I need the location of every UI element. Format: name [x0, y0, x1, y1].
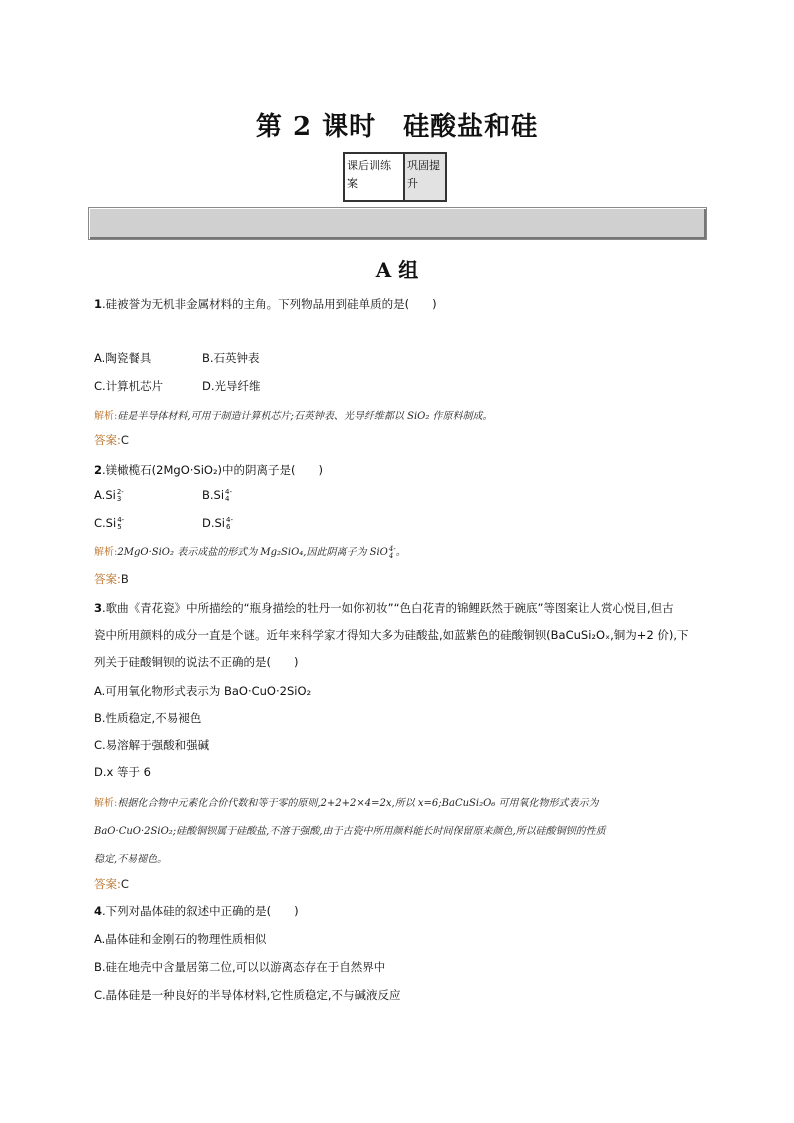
section-tag [343, 152, 447, 202]
question-1-analysis: 解析:硅是半导体材料,可用于制造计算机芯片;石英钟表、光导纤维都以 SiO₂ 作原料制成。 [94, 411, 493, 422]
option-a: A.Si 2- 3 [94, 487, 124, 503]
option-c: C.计算机芯片 [94, 379, 164, 393]
question-3-analysis-line2: BaO·CuO·2SiO₂;硅酸铜钡属于硅酸盐,不溶于强酸,由于古瓷中所用颜料能长时间保留原来颜色,所以硅酸铜钡的性质 [94, 826, 606, 837]
question-2-options-row1 [94, 487, 714, 503]
question-2-analysis: 解析:2MgO·SiO₂ 表示成盐的形式为 Mg₂SiO₄,因此阴离子为 SiO 4- 4 。 [94, 544, 406, 560]
group-heading: A 组 [375, 258, 419, 282]
question-1-options-row1 [94, 350, 714, 366]
option-d: D.Si 4- 6 [202, 515, 233, 531]
option-d: D.光导纤维 [202, 379, 261, 393]
question-3-option-d: D.x 等于 6 [94, 765, 151, 779]
question-3-answer: 答案:C [94, 877, 129, 891]
question-3-stem-line3: 列关于硅酸铜钡的说法不正确的是( ) [94, 655, 299, 669]
question-2-answer: 答案:B [94, 572, 129, 586]
question-3-option-c: C.易溶解于强酸和强碱 [94, 738, 210, 752]
question-3-stem-line2: 瓷中所用颜料的成分一直是个谜。近年来科学家才得知大多为硅酸盐,如蓝紫色的硅酸铜钡(BaCuSi₂Oₓ,铜为+2 价),下 [94, 628, 689, 642]
question-1-answer: 答案:C [94, 433, 129, 447]
question-2-options-row2 [94, 515, 714, 531]
option-b: B.Si 4- 4 [202, 487, 233, 503]
question-3-option-b: B.性质稳定,不易褪色 [94, 711, 202, 725]
page-title: 第 2 课时 硅酸盐和硅 [255, 112, 539, 142]
option-a: A.陶瓷餐具 [94, 351, 152, 365]
question-2-stem: 2.镁橄榄石(2MgO·SiO₂)中的阴离子是( ) [94, 463, 324, 477]
section-bar [88, 207, 707, 240]
tag-left: 课后训练案 [345, 154, 405, 200]
question-4-option-b: B.硅在地壳中含量居第二位,可以以游离态存在于自然界中 [94, 960, 386, 974]
question-3-option-a: A.可用氧化物形式表示为 BaO·CuO·2SiO₂ [94, 684, 312, 698]
question-4-option-c: C.晶体硅是一种良好的半导体材料,它性质稳定,不与碱液反应 [94, 988, 401, 1002]
question-3-stem-line1: 3.歌曲《青花瓷》中所描绘的“瓶身描绘的牡丹一如你初妆”“色白花青的锦鲤跃然于碗底”等图案让人赏心悦目,但古 [94, 601, 674, 615]
question-3-analysis-line3: 稳定,不易褪色。 [94, 854, 168, 865]
tag-right: 巩固提升 [405, 154, 445, 200]
question-3-analysis-line1: 解析:根据化合物中元素化合价代数和等于零的原则,2+2+2×4=2x,所以 x=6;BaCuSi₂O₆ 可用氧化物形式表示为 [94, 798, 599, 809]
question-4-stem: 4.下列对晶体硅的叙述中正确的是( ) [94, 904, 299, 918]
question-1-options-row2 [94, 378, 714, 394]
option-b: B.石英钟表 [202, 351, 260, 365]
question-4-option-a: A.晶体硅和金刚石的物理性质相似 [94, 932, 267, 946]
question-1-stem: 1.硅被誉为无机非金属材料的主角。下列物品用到硅单质的是( ) [94, 297, 437, 311]
option-c: C.Si 4- 5 [94, 515, 125, 531]
